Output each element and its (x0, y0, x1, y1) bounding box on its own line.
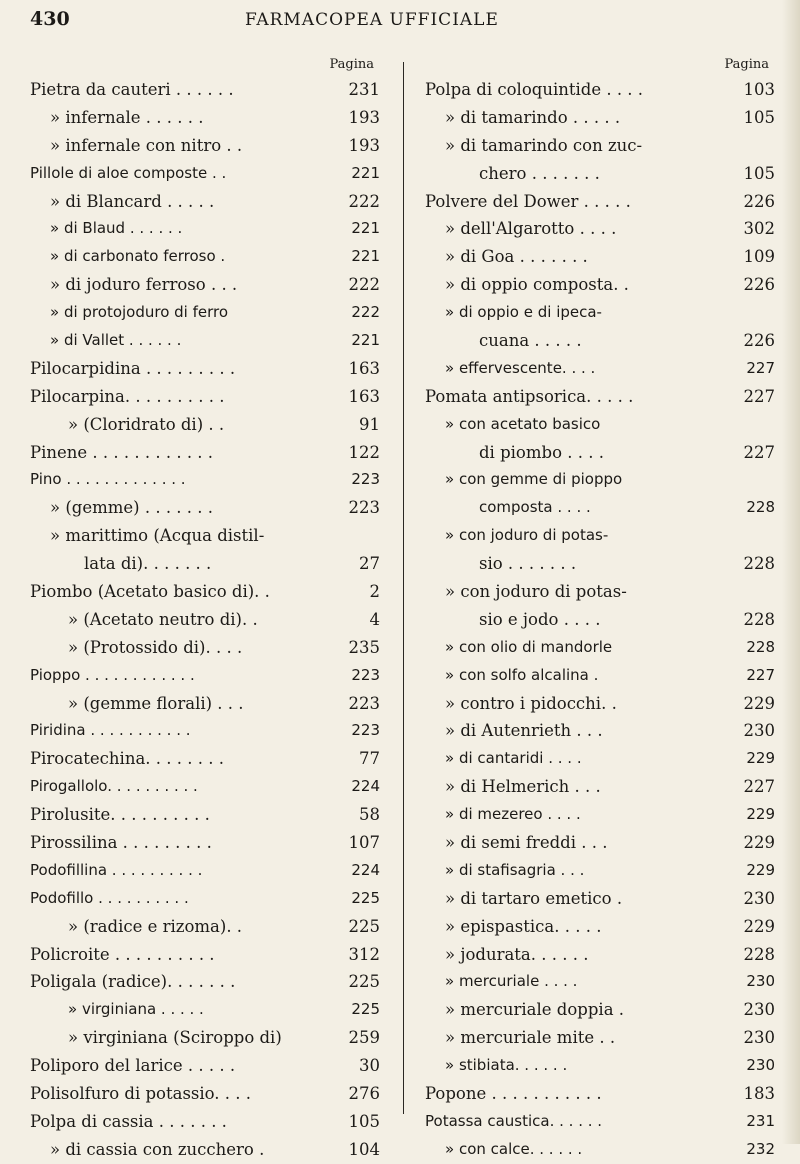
index-entry (425, 160, 775, 188)
entry-label: » mercuriale . . . . (445, 972, 578, 991)
entry-label: Policroite . . . . . . . . . . (30, 944, 215, 964)
index-entry (30, 522, 380, 550)
index-entry (30, 1108, 380, 1136)
entry-label: Potassa caustica. . . . . . (425, 1111, 603, 1130)
index-entry (425, 215, 775, 243)
entry-label: » mercuriale doppia . (445, 1000, 625, 1020)
index-entry (30, 634, 380, 662)
column-heading: Pagina (329, 57, 374, 72)
entry-label: Pirocatechina. . . . . . . . (30, 749, 224, 769)
entry-page-number: 77 (359, 749, 380, 769)
entry-page-number: 193 (348, 107, 380, 127)
index-entry (425, 1136, 775, 1164)
index-entry (30, 606, 380, 634)
index-entry (30, 1080, 380, 1108)
entry-page-number: 223 (351, 721, 380, 740)
index-entry (30, 690, 380, 718)
index-entry (425, 522, 775, 550)
index-entry (30, 1136, 380, 1164)
index-entry (30, 383, 380, 411)
entry-page-number: 232 (746, 1139, 775, 1158)
entry-page-number: 225 (348, 916, 380, 936)
entry-label: » di cantaridi . . . . (445, 749, 582, 768)
entry-page-number: 230 (743, 1000, 775, 1020)
index-entry (425, 1024, 775, 1052)
entry-label: Polisolfuro di potassio. . . . (30, 1084, 252, 1104)
index-entry (425, 1080, 775, 1108)
index-entry (425, 996, 775, 1024)
index-entry (30, 466, 380, 494)
index-entry (425, 243, 775, 271)
entry-label: » di tamarindo . . . . . (445, 107, 621, 127)
entry-page-number: 223 (348, 498, 380, 518)
index-entry (30, 439, 380, 467)
entry-page-number: 223 (351, 470, 380, 489)
index-entry (425, 466, 775, 494)
entry-page-number: 227 (743, 442, 775, 462)
index-entry (425, 773, 775, 801)
index-entry (30, 857, 380, 885)
entry-label: » di oppio e di ipeca- (445, 303, 602, 322)
index-entry (30, 1024, 380, 1052)
entry-page-number: 228 (746, 637, 775, 656)
entry-page-number: 122 (348, 442, 380, 462)
entry-label: » di mezereo . . . . (445, 805, 581, 824)
index-entry (425, 745, 775, 773)
index-entry (425, 132, 775, 160)
entry-page-number: 222 (348, 191, 380, 211)
entry-label: » di stafisagria . . . (445, 860, 585, 879)
entry-page-number: 229 (746, 805, 775, 824)
entry-label: » di Vallet . . . . . . (50, 331, 182, 349)
index-entry (425, 299, 775, 327)
page-number: 430 (30, 8, 70, 30)
entry-page-number: 223 (351, 665, 380, 684)
entry-page-number: 230 (743, 1028, 775, 1048)
entry-page-number: 229 (743, 833, 775, 853)
entry-page-number: 231 (348, 79, 380, 99)
entry-page-number: 221 (351, 331, 380, 349)
entry-page-number: 109 (743, 247, 775, 267)
entry-label: Pillole di aloe composte . . (30, 163, 227, 182)
entry-label: » infernale . . . . . . (50, 107, 204, 127)
column-heading: Pagina (724, 57, 769, 72)
entry-label: lata di). . . . . . . (84, 554, 212, 574)
entry-page-number: 230 (746, 1056, 775, 1075)
entry-label: » di Autenrieth . . . (445, 721, 603, 741)
entry-page-number: 228 (743, 944, 775, 964)
entry-label: » di Goa . . . . . . . (445, 247, 588, 267)
index-entry (425, 885, 775, 913)
entry-page-number: 30 (359, 1056, 380, 1076)
index-entry (425, 941, 775, 969)
entry-label: Pinene . . . . . . . . . . . . (30, 442, 214, 462)
index-column-right (425, 54, 775, 1164)
index-entry (425, 76, 775, 104)
entry-label: cuana . . . . . (479, 331, 582, 350)
entry-page-number: 223 (348, 693, 380, 713)
entry-label: » di cassia con zucchero . (50, 1139, 265, 1159)
entry-label: sio . . . . . . . (479, 554, 577, 574)
index-entry (30, 494, 380, 522)
index-entry (425, 662, 775, 690)
entry-label: » con olio di mandorle (445, 637, 613, 656)
entry-page-number: 235 (348, 637, 380, 657)
entry-page-number: 230 (746, 972, 775, 991)
entry-label: Pirogallolo. . . . . . . . . . (30, 777, 198, 796)
index-entry (30, 829, 380, 857)
entry-label: Poliporo del larice . . . . . (30, 1056, 236, 1076)
index-entry (30, 1052, 380, 1080)
entry-page-number: 222 (351, 303, 380, 322)
index-entry (30, 550, 380, 578)
index-entry (30, 913, 380, 941)
entry-page-number: 27 (359, 554, 380, 574)
entry-page-number: 225 (351, 1000, 380, 1019)
entry-page-number: 221 (351, 247, 380, 266)
index-entry (425, 969, 775, 997)
entry-page-number: 302 (743, 219, 775, 239)
entry-page-number: 230 (743, 888, 775, 908)
index-entry (30, 104, 380, 132)
entry-label: » (Protossido di). . . . (68, 637, 243, 657)
index-entry (30, 188, 380, 216)
entry-label: Podofillina . . . . . . . . . . (30, 860, 203, 879)
index-entry (30, 996, 380, 1024)
entry-label: » di Blancard . . . . . (50, 191, 215, 211)
index-entry (425, 717, 775, 745)
index-entry (30, 327, 380, 355)
entry-label: » (Cloridrato di) . . (68, 414, 225, 434)
index-entry (425, 857, 775, 885)
index-entry (425, 271, 775, 299)
entry-page-number: 183 (743, 1084, 775, 1104)
entry-label: Pirolusite. . . . . . . . . . (30, 805, 210, 825)
entry-page-number: 225 (351, 888, 380, 907)
entry-label: Polpa di coloquintide . . . . (425, 79, 644, 99)
entry-page-number: 103 (743, 79, 775, 99)
entry-page-number: 229 (746, 860, 775, 879)
entry-label: Polpa di cassia . . . . . . . (30, 1111, 227, 1131)
entry-page-number: 227 (743, 386, 775, 406)
entry-label: » con calce. . . . . . (445, 1139, 583, 1158)
index-entry (30, 243, 380, 271)
entry-page-number: 222 (348, 275, 380, 295)
entry-label: di piombo . . . . (479, 442, 604, 462)
entry-label: » di oppio composta. . (445, 275, 629, 295)
index-entry (30, 411, 380, 439)
entry-label: Popone . . . . . . . . . . . (425, 1084, 602, 1104)
index-entry (425, 634, 775, 662)
index-entry (30, 215, 380, 243)
entry-page-number: 193 (348, 135, 380, 155)
entry-page-number: 229 (743, 693, 775, 713)
entry-page-number: 105 (743, 163, 775, 183)
entry-label: » virginiana (Sciroppo di) (68, 1028, 282, 1048)
entry-page-number: 163 (348, 386, 380, 406)
entry-label: Polvere del Dower . . . . . (425, 191, 631, 211)
entry-label: » effervescente. . . . (445, 358, 596, 377)
entry-label: Piombo (Acetato basico di). . (30, 582, 270, 602)
entry-page-number: 276 (348, 1084, 380, 1104)
index-column-left (30, 54, 380, 1164)
index-entry (30, 885, 380, 913)
entry-page-number: 2 (369, 582, 380, 602)
entry-page-number: 226 (743, 331, 775, 350)
page-header (30, 8, 770, 48)
entry-label: » mercuriale mite . . (445, 1028, 616, 1048)
entry-label: » (gemme florali) . . . (68, 693, 244, 713)
entry-page-number: 58 (359, 805, 380, 825)
entry-label: Pietra da cauteri . . . . . . (30, 79, 234, 99)
entry-label: » (gemme) . . . . . . . (50, 498, 214, 518)
index-entry (30, 271, 380, 299)
entry-label: » di semi freddi . . . (445, 833, 608, 853)
index-entry (30, 801, 380, 829)
entry-label: » (radice e rizoma). . (68, 916, 243, 936)
index-entry (30, 132, 380, 160)
entry-page-number: 221 (351, 163, 380, 182)
entry-label: » di tartaro emetico . (445, 888, 623, 908)
index-entry (425, 439, 775, 467)
index-entry (425, 104, 775, 132)
index-entry (425, 690, 775, 718)
entry-label: » dell'Algarotto . . . . (445, 219, 617, 239)
entry-page-number: 259 (348, 1028, 380, 1048)
entry-page-number: 227 (746, 665, 775, 684)
entry-page-number: 312 (348, 944, 380, 964)
index-entry (425, 1108, 775, 1136)
index-entry (30, 578, 380, 606)
entry-page-number: 229 (746, 749, 775, 768)
entry-page-number: 231 (746, 1111, 775, 1130)
column-divider (403, 62, 404, 1114)
entry-label: » con gemme di pioppo (445, 470, 623, 489)
entry-label: » di carbonato ferroso . (50, 247, 226, 266)
index-entry (425, 188, 775, 216)
entry-label: » infernale con nitro . . (50, 135, 243, 155)
index-entry (30, 941, 380, 969)
entry-page-number: 221 (351, 219, 380, 238)
running-title: FARMACOPEA UFFICIALE (245, 10, 499, 30)
entry-page-number: 226 (743, 191, 775, 211)
entry-page-number: 229 (743, 916, 775, 936)
entry-label: Pilocarpidina . . . . . . . . . (30, 358, 236, 378)
entry-label: » di tamarindo con zuc- (445, 135, 643, 155)
entry-page-number: 224 (351, 860, 380, 879)
index-entry (30, 76, 380, 104)
entry-label: » di Blaud . . . . . . (50, 219, 183, 238)
entry-label: Pirossilina . . . . . . . . . (30, 833, 212, 853)
entry-label: » marittimo (Acqua distil- (50, 526, 265, 546)
index-entry (30, 299, 380, 327)
index-entry (425, 829, 775, 857)
entry-label: » epispastica. . . . . (445, 916, 602, 936)
index-entry (30, 773, 380, 801)
index-entry (425, 355, 775, 383)
entry-page-number: 226 (743, 275, 775, 295)
index-entry (30, 662, 380, 690)
entry-page-number: 230 (743, 721, 775, 741)
index-entry (425, 606, 775, 634)
entry-page-number: 224 (351, 777, 380, 796)
entry-label: composta . . . . (479, 498, 591, 517)
entry-page-number: 4 (369, 609, 380, 629)
entry-label: » di joduro ferroso . . . (50, 275, 238, 295)
entry-label: Pioppo . . . . . . . . . . . . (30, 665, 195, 684)
index-entry (425, 327, 775, 355)
entry-page-number: 107 (348, 833, 380, 853)
entry-page-number: 227 (743, 777, 775, 797)
index-entry (425, 383, 775, 411)
entry-label: » con solfo alcalina . (445, 665, 599, 684)
entry-label: » con joduro di potas- (445, 582, 627, 602)
index-entry (30, 969, 380, 997)
index-entry (425, 550, 775, 578)
index-entry (425, 801, 775, 829)
entry-page-number: 91 (359, 414, 380, 434)
index-entry (425, 411, 775, 439)
index-entry (30, 160, 380, 188)
entry-label: Pomata antipsorica. . . . . (425, 386, 634, 406)
entry-label: » con acetato basico (445, 414, 601, 433)
entry-page-number: 105 (348, 1111, 380, 1131)
entry-label: » (Acetato neutro di). . (68, 609, 258, 629)
entry-label: chero . . . . . . . (479, 163, 600, 183)
entry-label: Podofillo . . . . . . . . . . (30, 888, 189, 907)
entry-label: Poligala (radice). . . . . . . (30, 972, 236, 992)
entry-label: » stibiata. . . . . . (445, 1056, 568, 1075)
entry-label: » di protojoduro di ferro (50, 303, 229, 322)
entry-label: Piridina . . . . . . . . . . . (30, 721, 191, 740)
index-entry (30, 355, 380, 383)
entry-page-number: 228 (746, 498, 775, 517)
entry-label: » virginiana . . . . . (68, 1000, 204, 1019)
index-entry (425, 1052, 775, 1080)
entry-page-number: 163 (348, 358, 380, 378)
entry-label: » contro i pidocchi. . (445, 693, 617, 713)
entry-label: » di Helmerich . . . (445, 777, 601, 797)
entry-label: Pino . . . . . . . . . . . . . (30, 470, 186, 489)
index-entry (425, 913, 775, 941)
entry-label: » jodurata. . . . . . (445, 944, 589, 964)
entry-page-number: 227 (746, 358, 775, 377)
index-entry (425, 578, 775, 606)
entry-page-number: 228 (743, 554, 775, 574)
index-entry (30, 745, 380, 773)
entry-label: » con joduro di potas- (445, 526, 609, 545)
entry-page-number: 104 (348, 1139, 380, 1159)
entry-page-number: 228 (743, 609, 775, 629)
entry-page-number: 105 (743, 107, 775, 127)
entry-label: sio e jodo . . . . (479, 609, 601, 629)
entry-page-number: 225 (348, 972, 380, 992)
index-entry (425, 494, 775, 522)
page-edge-shadow (782, 0, 800, 1144)
entry-label: Pilocarpina. . . . . . . . . . (30, 386, 225, 406)
index-entry (30, 717, 380, 745)
